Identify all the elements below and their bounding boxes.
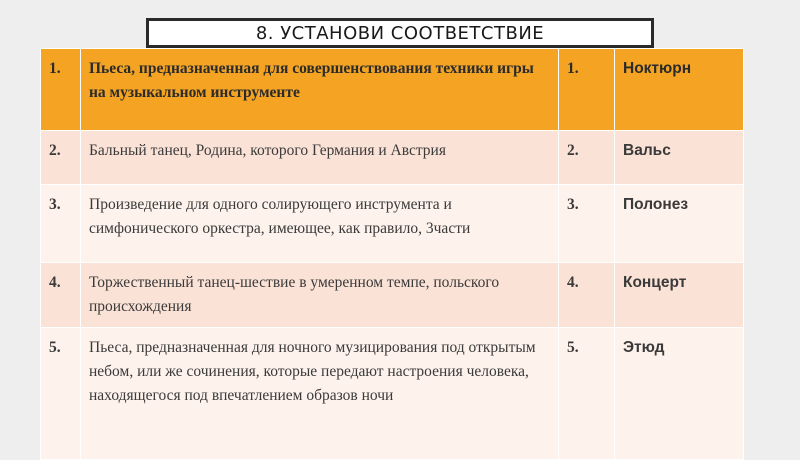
row-number: 4. <box>41 263 81 328</box>
answer-number: 2. <box>559 131 615 185</box>
answer-number: 5. <box>559 328 615 460</box>
answer-term: Ноктюрн <box>615 49 744 131</box>
table-row <box>41 263 744 328</box>
answer-number: 4. <box>559 263 615 328</box>
row-description: Торжественный танец-шествие в умеренном темпе, польского происхождения <box>81 263 559 328</box>
table-row <box>41 49 744 131</box>
slide-title: 8. УСТАНОВИ СООТВЕТСТВИЕ <box>146 18 654 48</box>
row-description: Произведение для одного солирующего инструмента и симфонического оркестра, имеющее, как правило, 3части <box>81 185 559 263</box>
row-number: 5. <box>41 328 81 460</box>
answer-term: Концерт <box>615 263 744 328</box>
row-number: 3. <box>41 185 81 263</box>
table-row <box>41 185 744 263</box>
answer-number: 3. <box>559 185 615 263</box>
row-number: 2. <box>41 131 81 185</box>
row-description: Бальный танец, Родина, которого Германия и Австрия <box>81 131 559 185</box>
answer-term: Этюд <box>615 328 744 460</box>
answer-term: Вальс <box>615 131 744 185</box>
row-description: Пьеса, предназначенная для совершенствования техники игры на музыкальном инструменте <box>81 49 559 131</box>
answer-term: Полонез <box>615 185 744 263</box>
matching-table <box>40 48 744 460</box>
row-description: Пьеса, предназначенная для ночного музицирования под открытым небом, или же сочинения, которые передают настроения человека, находящегося под впечатлением образов ночи <box>81 328 559 460</box>
row-number: 1. <box>41 49 81 131</box>
answer-number: 1. <box>559 49 615 131</box>
table-row <box>41 328 744 460</box>
table-row <box>41 131 744 185</box>
